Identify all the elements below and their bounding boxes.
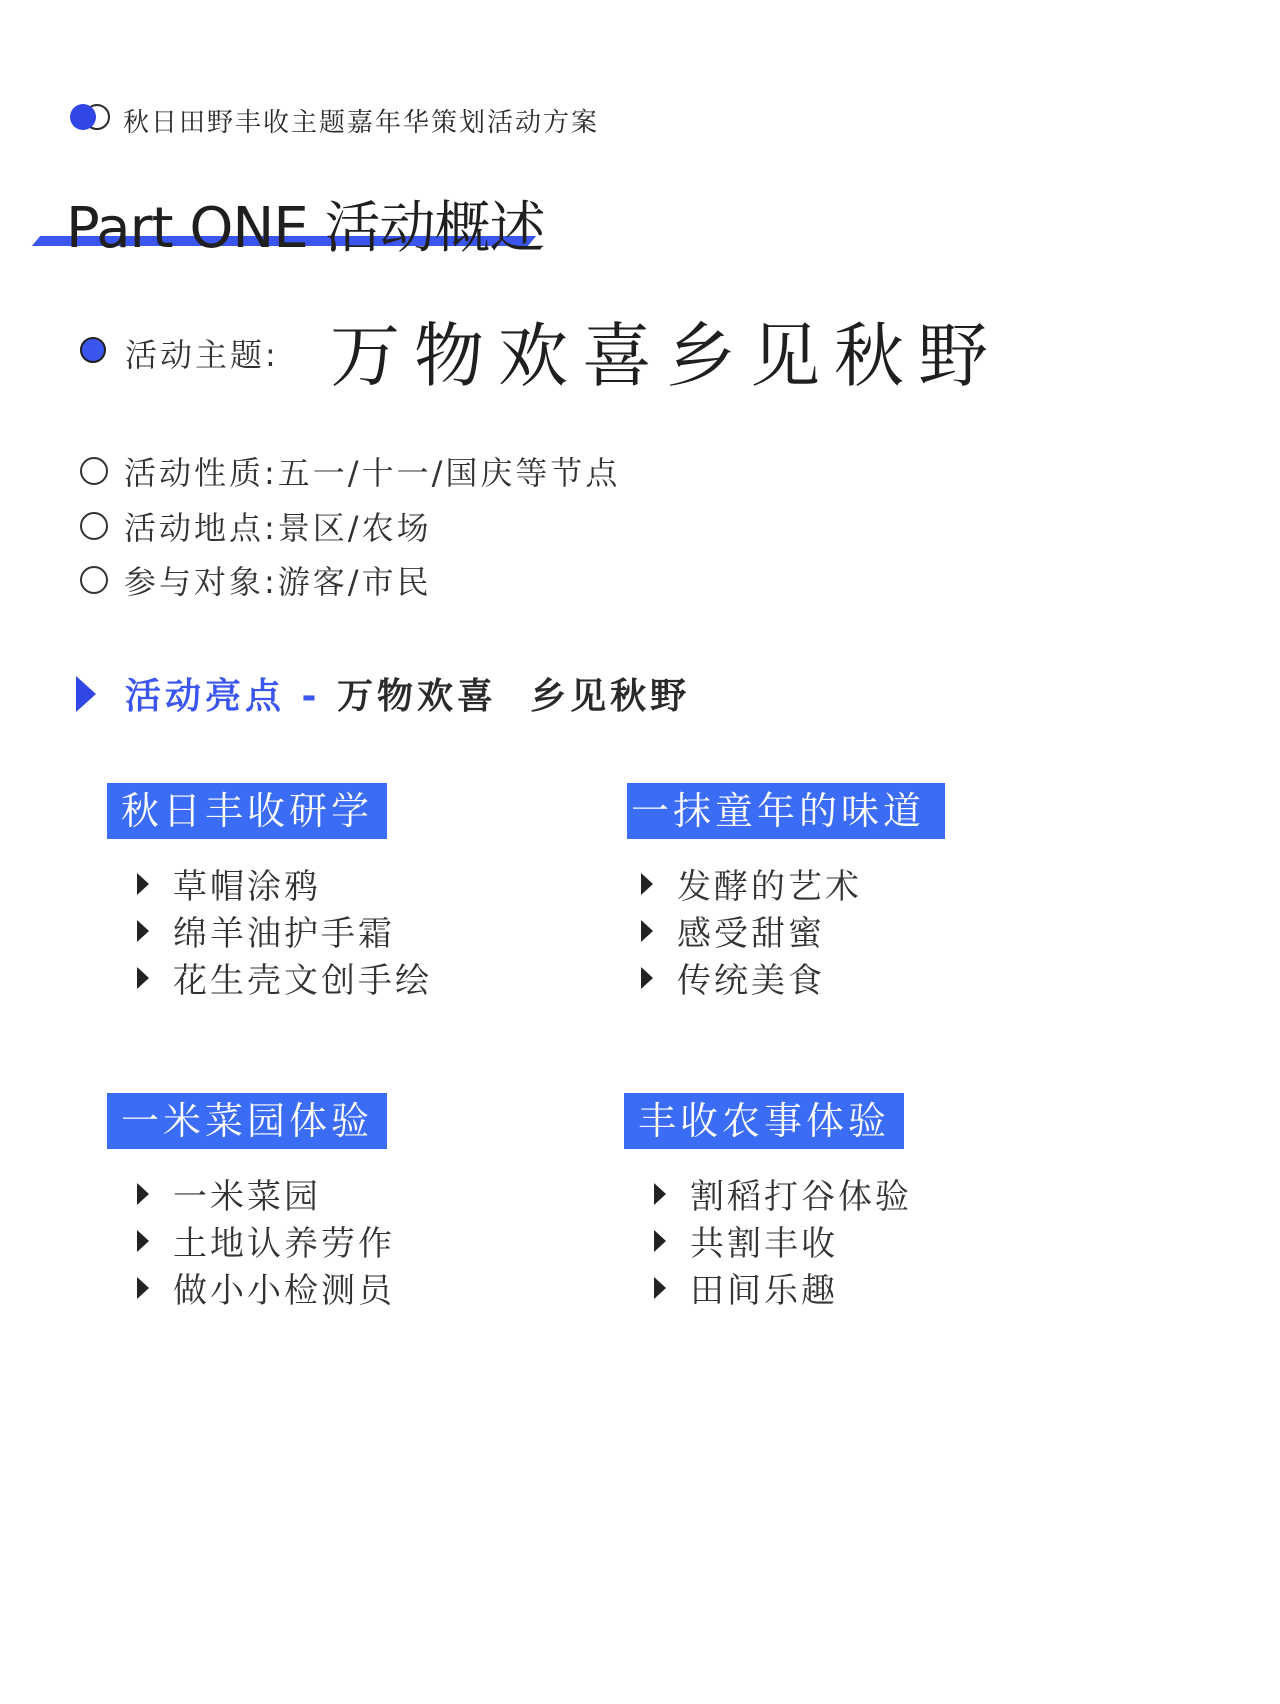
- category-list-childhood-taste: [641, 860, 862, 1001]
- triangle-bullet-icon: [137, 1183, 149, 1205]
- triangle-bullet-icon: [641, 873, 653, 895]
- triangle-bullet-icon: [641, 967, 653, 989]
- triangle-bullet-icon: [654, 1183, 666, 1205]
- list-item-text: 绵羊油护手霜: [173, 914, 395, 954]
- list-item-text: 割稻打谷体验: [690, 1177, 912, 1217]
- list-item: [137, 954, 432, 1001]
- list-item: [654, 1170, 912, 1217]
- list-item: [137, 907, 432, 954]
- triangle-bullet-icon: [641, 920, 653, 942]
- info-text: 活动地点:景区/农场: [124, 509, 432, 547]
- list-item: [654, 1264, 912, 1311]
- list-item-text: 草帽涂鸦: [173, 867, 321, 907]
- info-text: 活动性质:五一/十一/国庆等节点: [124, 454, 621, 492]
- list-item: [137, 1217, 395, 1264]
- list-item-text: 传统美食: [677, 961, 825, 1001]
- category-label-childhood-taste: 一抹童年的味道: [627, 783, 945, 839]
- section-title: Part ONE 活动概述: [66, 196, 545, 261]
- triangle-bullet-icon: [137, 873, 149, 895]
- list-item: [654, 1217, 912, 1264]
- highlights-heading: [125, 668, 690, 719]
- category-list-autumn-study: [137, 860, 432, 1001]
- category-label-autumn-study: 秋日丰收研学: [107, 783, 387, 839]
- list-item-text: 共割丰收: [690, 1224, 838, 1264]
- theme-bullet-icon: [80, 337, 106, 363]
- list-item: [137, 860, 432, 907]
- category-label-farming: 丰收农事体验: [624, 1093, 904, 1149]
- list-item-text: 做小小检测员: [173, 1271, 395, 1311]
- header-logo-icon: [70, 104, 110, 130]
- highlights-slogan: 万物欢喜 乡见秋野: [337, 676, 691, 717]
- list-item: [641, 907, 862, 954]
- triangle-bullet-icon: [654, 1277, 666, 1299]
- list-item-text: 发酵的艺术: [677, 867, 862, 907]
- triangle-bullet-icon: [137, 967, 149, 989]
- highlights-label: 活动亮点 -: [125, 676, 321, 717]
- list-item-text: 土地认养劳作: [173, 1224, 395, 1264]
- list-item: [641, 954, 862, 1001]
- document-title: 秋日田野丰收主题嘉年华策划活动方案: [123, 108, 600, 138]
- ring-bullet-icon: [80, 566, 108, 594]
- list-item-text: 感受甜蜜: [677, 914, 825, 954]
- category-list-farming: [654, 1170, 912, 1311]
- list-item-text: 一米菜园: [173, 1177, 321, 1217]
- list-item: [137, 1264, 395, 1311]
- triangle-bullet-icon: [137, 1277, 149, 1299]
- category-label-vegetable-garden: 一米菜园体验: [107, 1093, 387, 1149]
- triangle-bullet-icon: [654, 1230, 666, 1252]
- list-item: [641, 860, 862, 907]
- list-item-text: 花生壳文创手绘: [173, 961, 432, 1001]
- theme-label: 活动主题:: [125, 336, 279, 374]
- list-item: [137, 1170, 395, 1217]
- triangle-bullet-icon: [137, 920, 149, 942]
- ring-bullet-icon: [80, 457, 108, 485]
- info-item-nature: [80, 448, 620, 494]
- theme-value: 万物欢喜乡见秋野: [330, 315, 1002, 397]
- ring-bullet-icon: [80, 512, 108, 540]
- triangle-bullet-icon: [137, 1230, 149, 1252]
- list-item-text: 田间乐趣: [690, 1271, 838, 1311]
- info-item-audience: [80, 557, 432, 603]
- info-item-location: [80, 503, 432, 549]
- highlights-arrow-icon: [76, 676, 96, 712]
- category-list-vegetable-garden: [137, 1170, 395, 1311]
- info-text: 参与对象:游客/市民: [124, 563, 432, 601]
